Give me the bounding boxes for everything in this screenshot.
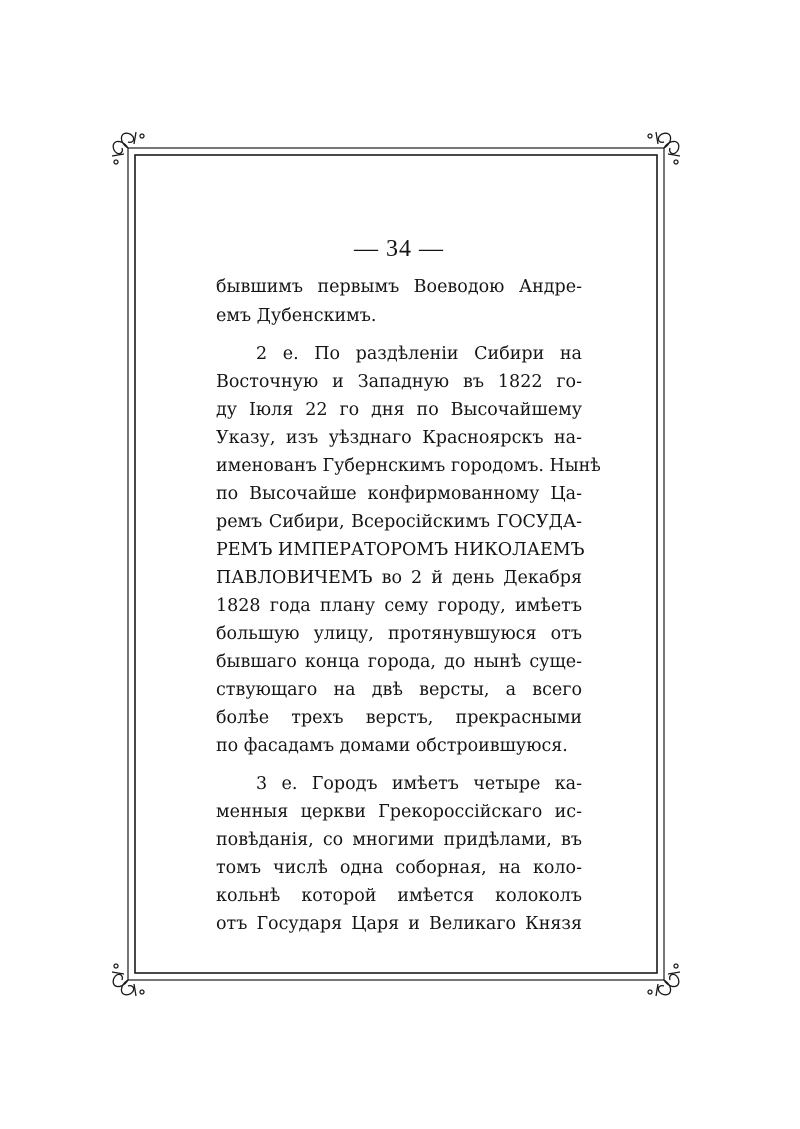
- text-line: большую улицу, протянувшуюся отъ: [216, 624, 582, 644]
- text-line: по Высочайше конфирмованному Ца-: [216, 484, 582, 504]
- text-line: бывшаго конца города, до нынѣ суще-: [216, 652, 582, 672]
- text-line: томъ числѣ одна соборная, на коло-: [216, 858, 582, 878]
- text-line: емъ Дубенскимъ.: [216, 306, 377, 326]
- text-line: РЕМЪ ИМПЕРАТОРОМЪ НИКОЛАЕМЪ: [216, 540, 585, 560]
- text-line: кольнѣ которой имѣется колоколъ: [216, 886, 582, 906]
- text-line: Указу, изъ уѣзднаго Красноярскъ на-: [216, 428, 582, 448]
- text-line: повѣданія, со многими придѣлами, въ: [216, 830, 582, 850]
- text-line: отъ Государя Царя и Великаго Князя: [216, 914, 582, 934]
- text-line: по фасадамъ домами обстроившуюся.: [216, 736, 568, 756]
- text-line: ПАВЛОВИЧЕМЪ во 2 й день Декабря: [216, 568, 582, 588]
- text-line: именованъ Губернскимъ городомъ. Нынѣ: [216, 456, 601, 476]
- text-line: менныя церкви Грекороссійскаго ис-: [216, 802, 582, 822]
- text-line: 2 е. По раздѣленіи Сибири на: [256, 344, 582, 364]
- text-line: 3 е. Городъ имѣетъ четыре ка-: [256, 774, 582, 794]
- text-line: ремъ Сибири, Всеросійскимъ ГОСУДА-: [216, 512, 582, 532]
- page-number: — 34 —: [354, 236, 444, 262]
- text-line: Восточную и Западную въ 1822 го-: [216, 372, 582, 392]
- text-line: болѣе трехъ верстъ, прекрасными: [216, 708, 582, 728]
- text-line: ду Іюля 22 го дня по Высочайшему: [216, 400, 582, 420]
- text-line: бывшимъ первымъ Воеводою Андре-: [216, 277, 582, 297]
- text-line: ствующаго на двѣ версты, а всего: [216, 680, 582, 700]
- text-line: 1828 года плану сему городу, имѣетъ: [216, 596, 582, 616]
